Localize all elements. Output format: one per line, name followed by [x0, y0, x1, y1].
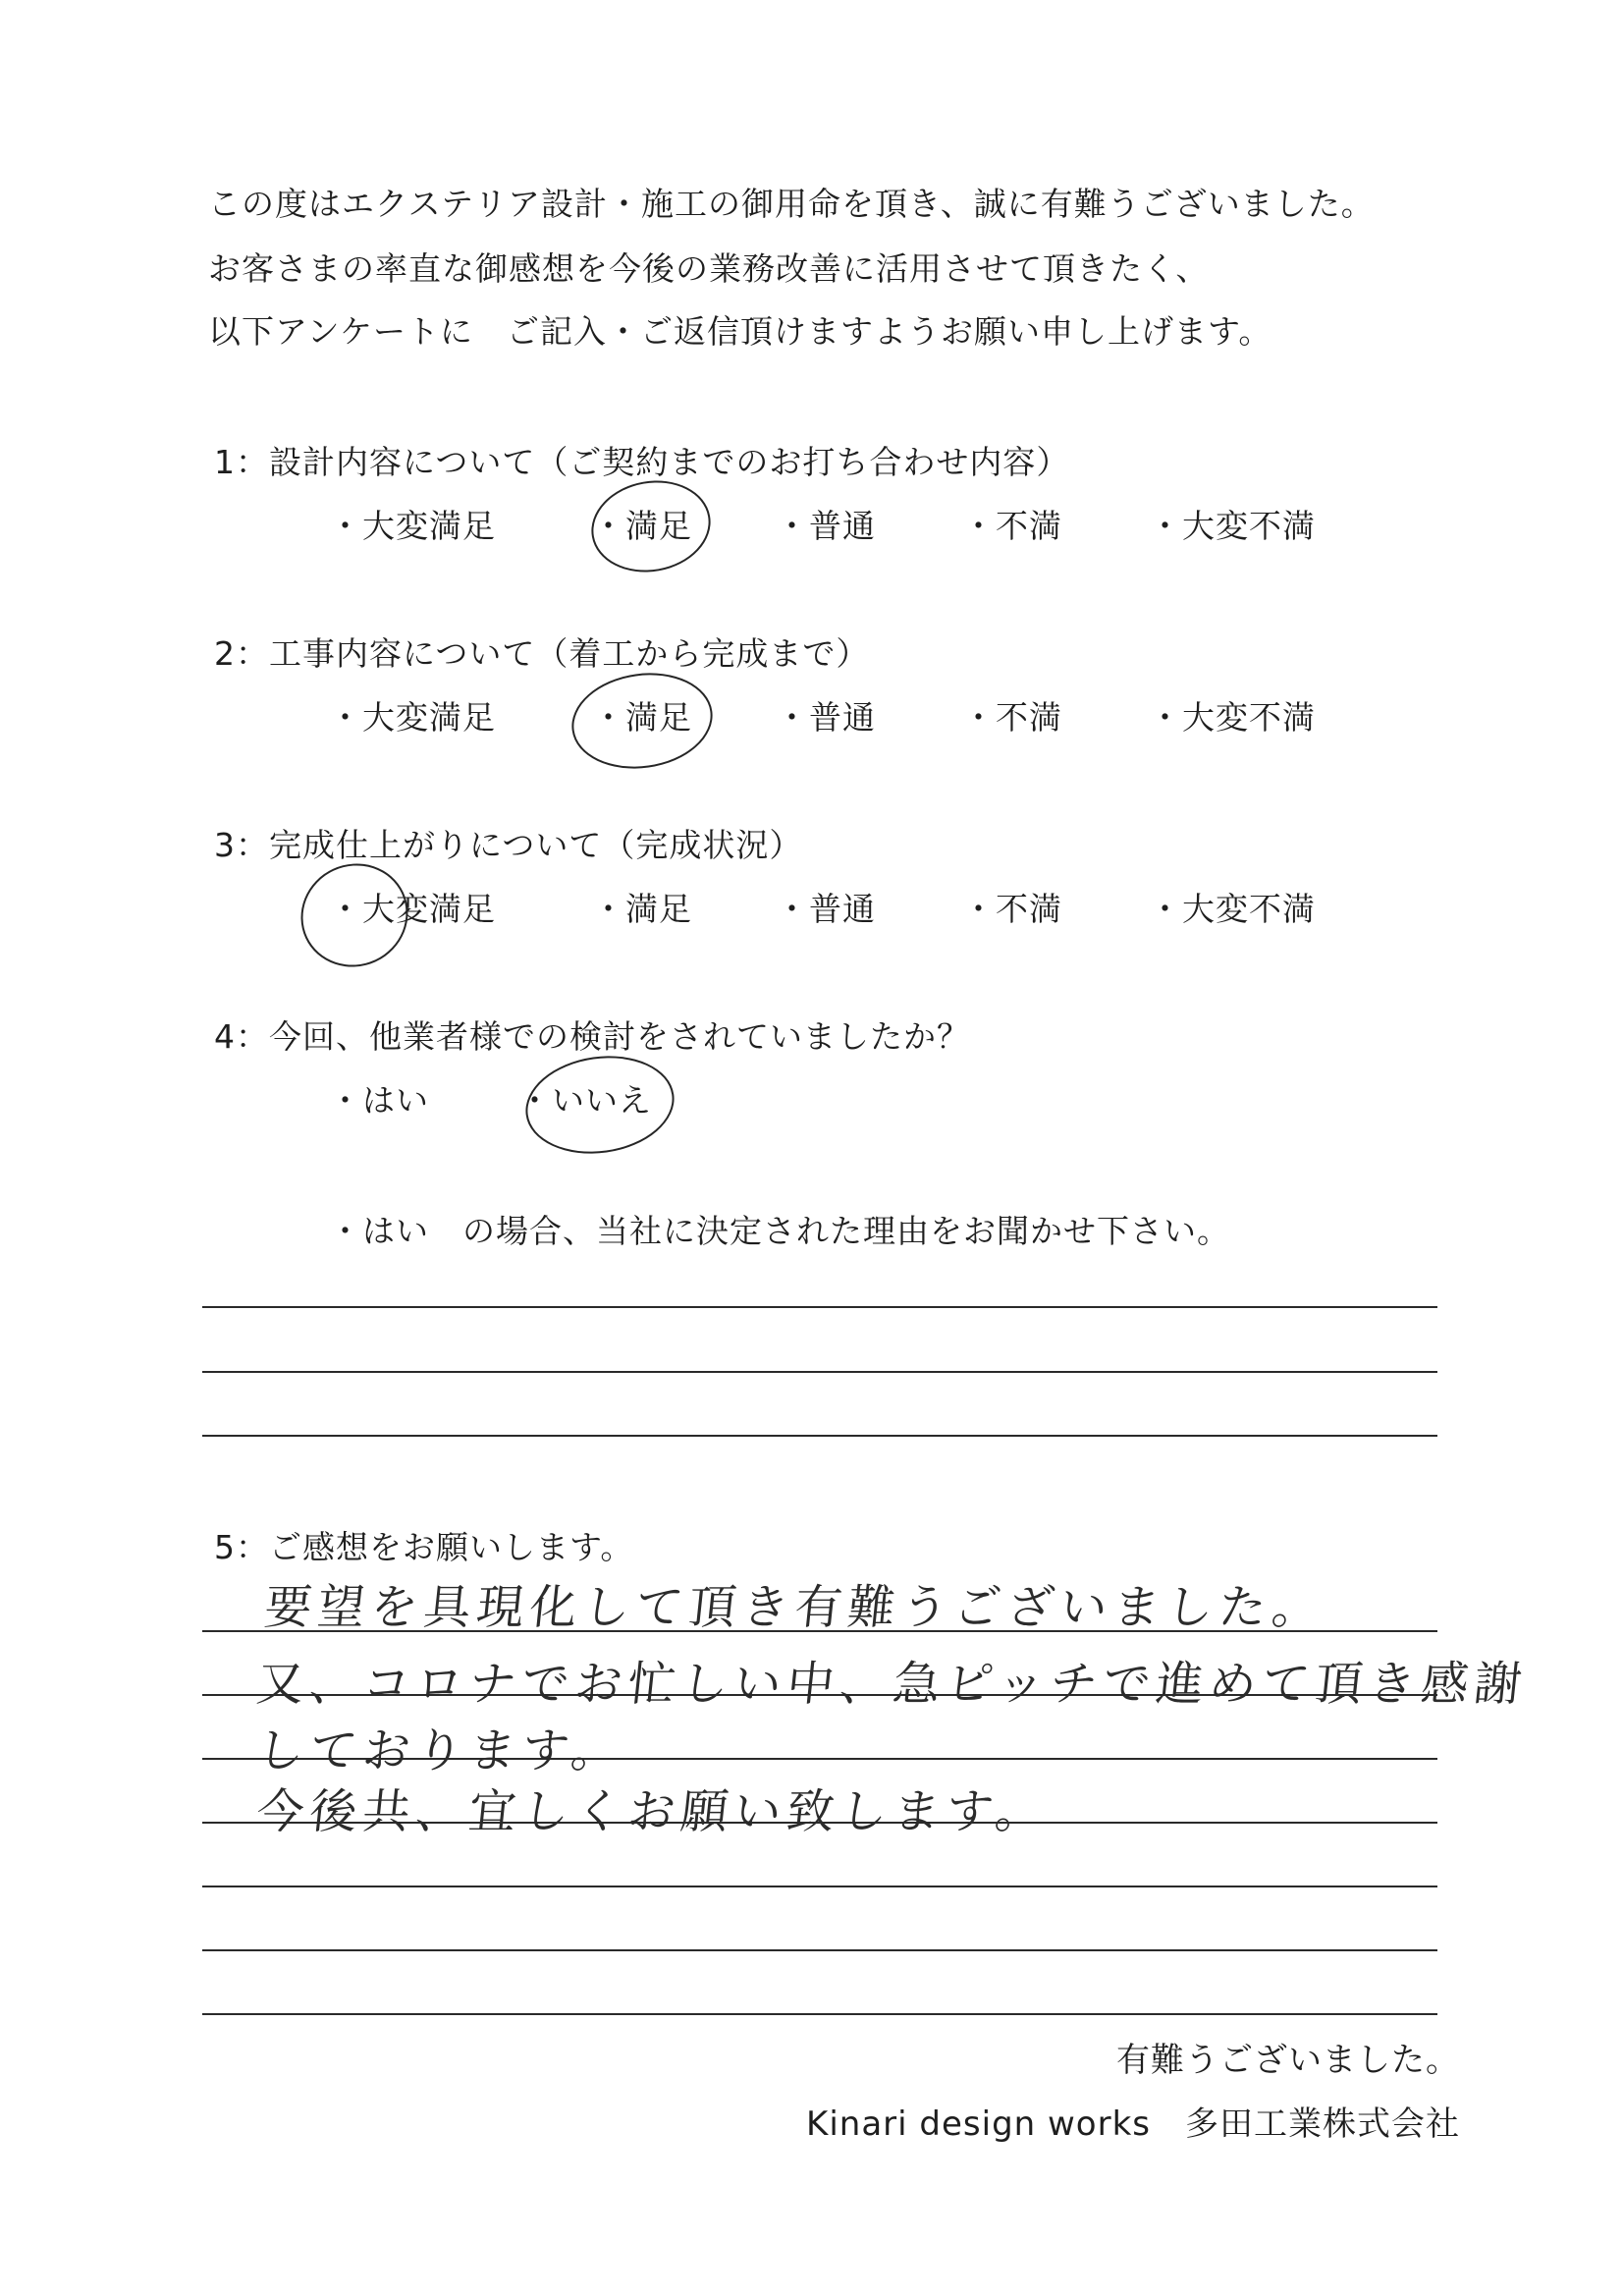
question-2-text: 2：工事内容について（着工から完成まで） — [214, 634, 870, 673]
q2-option-very-dissatisfied: ・大変不満 — [1149, 698, 1316, 737]
q4-option-yes: ・はい — [329, 1081, 429, 1120]
q5-answer-line-4: 今後共、宜しくお願い致します。 — [253, 1784, 1052, 1839]
q2-option-dissatisfied: ・不満 — [962, 698, 1062, 737]
q1-selection-circle — [584, 471, 718, 581]
intro-line-1: この度はエクステリア設計・施工の御用命を頂き、誠に有難うございました。 — [208, 185, 1375, 223]
q3-option-satisfied: ・満足 — [592, 890, 692, 928]
question-3-text: 3：完成仕上がりについて（完成状況） — [214, 826, 803, 864]
q1-option-neutral: ・普通 — [776, 507, 876, 545]
q5-answer-line-1: 要望を具現化して頂き有難うございました。 — [261, 1580, 1328, 1635]
q5-answer-rule-3 — [202, 1758, 1437, 1760]
q3-option-dissatisfied: ・不満 — [962, 890, 1062, 928]
q5-answer-rule-7 — [202, 2013, 1437, 2015]
footer-company: Kinari design works 多田工業株式会社 — [806, 2105, 1460, 2144]
q1-option-very-dissatisfied: ・大変不満 — [1149, 507, 1316, 545]
question-4-text: 4：今回、他業者様での検討をされていましたか？ — [214, 1017, 970, 1056]
intro-line-3: 以下アンケートに ご記入・ご返信頂けますようお願い申し上げます。 — [208, 312, 1272, 351]
q4-selection-circle — [519, 1047, 680, 1163]
q5-answer-rule-5 — [202, 1886, 1437, 1887]
q2-option-satisfied: ・満足 — [592, 698, 692, 737]
q3-option-neutral: ・普通 — [776, 890, 876, 928]
footer-thanks: 有難うございました。 — [1116, 2041, 1460, 2080]
q4-answer-rule-2 — [202, 1371, 1437, 1373]
q4-option-no: ・いいえ — [518, 1081, 652, 1120]
q2-option-neutral: ・普通 — [776, 698, 876, 737]
q5-answer-rule-6 — [202, 1949, 1437, 1951]
q4-answer-rule-3 — [202, 1435, 1437, 1437]
intro-line-2: お客さまの率直な御感想を今後の業務改善に活用させて頂きたく、 — [208, 249, 1210, 288]
question-5-text: 5：ご感想をお願いします。 — [214, 1528, 634, 1566]
q5-answer-line-2: 又、コロナでお忙しい中、急ピッチで進めて頂き感謝 — [253, 1657, 1531, 1712]
q4-followup-text: ・はい の場合、当社に決定された理由をお聞かせ下さい。 — [329, 1212, 1230, 1250]
question-1-text: 1：設計内容について（ご契約までのお打ち合わせ内容） — [214, 443, 1070, 481]
q2-option-very-satisfied: ・大変満足 — [329, 698, 496, 737]
q5-answer-rule-4 — [202, 1822, 1437, 1824]
q5-answer-line-3: しております。 — [253, 1723, 627, 1778]
q2-selection-circle — [566, 664, 719, 777]
q1-option-dissatisfied: ・不満 — [962, 507, 1062, 545]
q4-answer-rule-1 — [202, 1306, 1437, 1308]
q5-answer-rule-1 — [202, 1630, 1437, 1632]
q1-option-very-satisfied: ・大変満足 — [329, 507, 496, 545]
q3-option-very-satisfied: ・大変満足 — [329, 890, 496, 928]
q3-selection-circle — [284, 847, 425, 985]
q3-option-very-dissatisfied: ・大変不満 — [1149, 890, 1316, 928]
q5-answer-rule-2 — [202, 1694, 1437, 1696]
q1-option-satisfied: ・満足 — [592, 507, 692, 545]
